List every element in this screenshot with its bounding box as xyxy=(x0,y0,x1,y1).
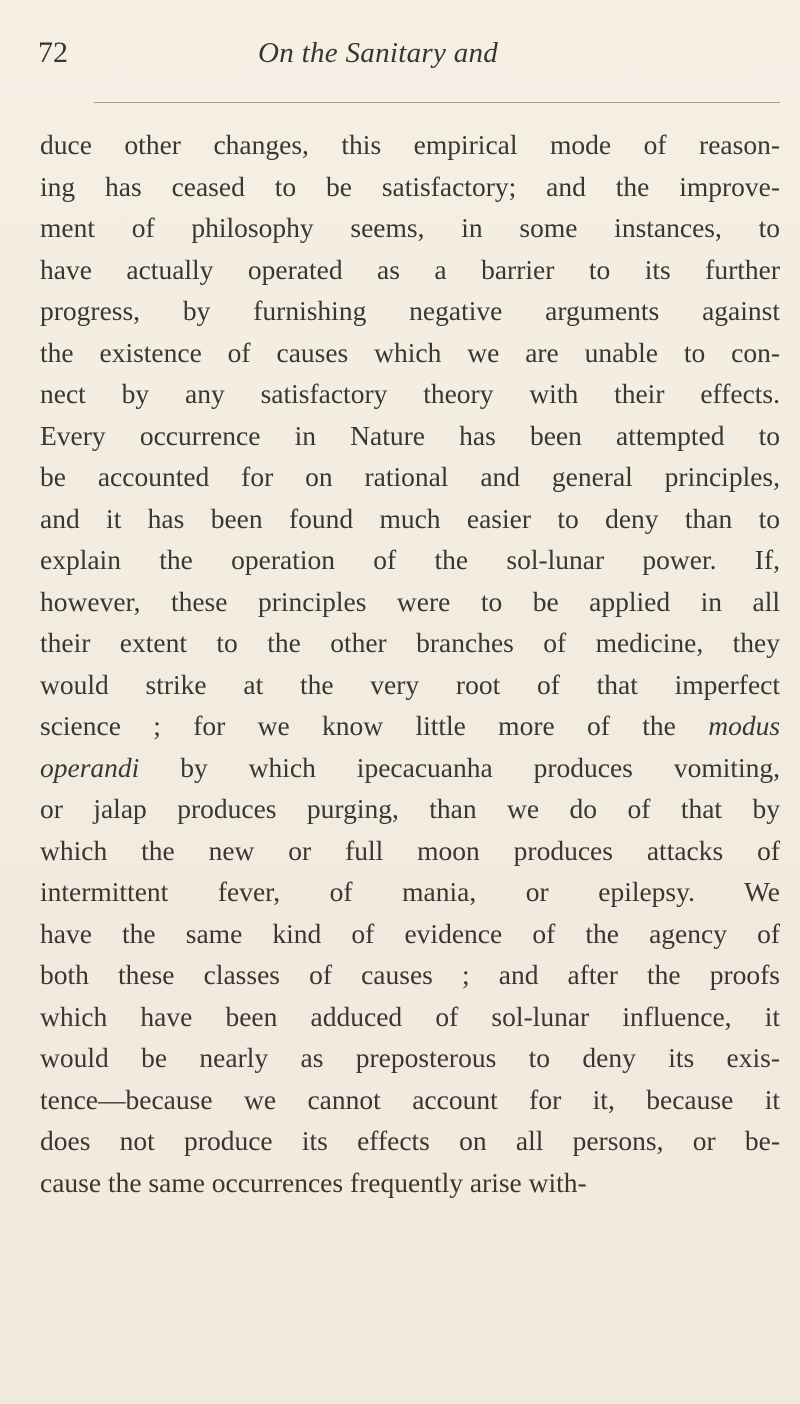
text-line: explain the operation of the sol-lunar power. If, xyxy=(40,544,780,575)
text-segment: science ; for we know little more of the xyxy=(40,710,676,741)
text-line: which have been adduced of sol-lunar influence, it xyxy=(40,1000,780,1032)
text-line: would strike at the very root of that imperfect xyxy=(40,668,780,700)
text-line: the existence of causes which we are unable to con- xyxy=(40,336,780,368)
text-line: would be nearly as preposterous to deny its exis- xyxy=(40,1042,780,1073)
text-line: duce other changes, this empirical mode of reason- xyxy=(40,129,780,160)
text-line: cause the same occurrences frequently arise with- xyxy=(40,1166,587,1198)
text-line: and it has been found much easier to deny than to xyxy=(40,502,780,534)
running-head xyxy=(0,0,800,80)
text-line: have the same kind of evidence of the agency of xyxy=(40,917,780,949)
text-line: does not produce its effects on all persons, or be- xyxy=(40,1125,780,1156)
text-line: nect by any satisfactory theory with their effects. xyxy=(40,378,780,409)
header-rule xyxy=(94,102,780,103)
text-line: progress, by furnishing negative arguments against xyxy=(40,295,780,326)
italic-term: modus xyxy=(708,710,781,741)
text-line: however, these principles were to be applied in all xyxy=(40,585,780,617)
text-line-with-italic xyxy=(40,747,780,789)
page-number: 72 xyxy=(38,36,68,69)
text-line: ing has ceased to be satisfactory; and the improve- xyxy=(40,170,780,202)
text-line: Every occurrence in Nature has been attempted to xyxy=(40,419,780,451)
text-line: be accounted for on rational and general principles, xyxy=(40,461,780,492)
text-line: ment of philosophy seems, in some instances, to xyxy=(40,212,780,243)
text-line: have actually operated as a barrier to its further xyxy=(40,253,780,285)
text-line: their extent to the other branches of medicine, they xyxy=(40,627,780,658)
text-line: both these classes of causes ; and after the proofs xyxy=(40,959,780,990)
running-title: On the Sanitary and xyxy=(258,37,499,69)
text-segment: by which ipecacuanha produces vomiting, xyxy=(180,751,781,783)
italic-term: operandi xyxy=(40,751,140,783)
text-line: intermittent fever, of mania, or epilepsy. We xyxy=(40,876,780,907)
body-text xyxy=(40,124,780,1203)
text-line: or jalap produces purging, than we do of that by xyxy=(40,793,780,824)
text-line: tence—because we cannot account for it, because it xyxy=(40,1083,780,1115)
text-line: which the new or full moon produces attacks of xyxy=(40,834,780,866)
text-line-with-italic xyxy=(40,705,780,747)
